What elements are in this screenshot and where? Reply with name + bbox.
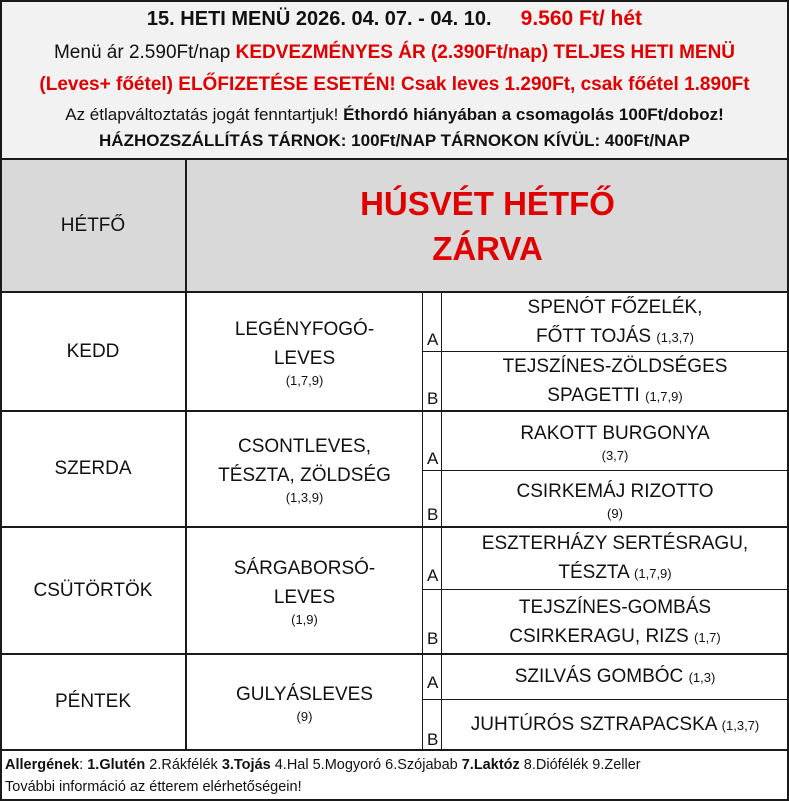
soup-name: GULYÁSLEVES [236, 683, 373, 705]
dish-allergens: (1,7,9) [645, 389, 683, 404]
soup-allergens: (1,9) [291, 611, 318, 627]
option-a-label: A [427, 330, 439, 349]
allergen-footer [0, 750, 789, 801]
daily-price: Menü ár 2.590Ft/nap [53, 42, 236, 63]
easter-monday-label: HÚSVÉT HÉTFŐ [360, 185, 615, 222]
main-a-friday [441, 654, 789, 700]
dish-name: SZILVÁS GOMBÓC [514, 666, 684, 687]
grid-line [441, 292, 442, 750]
soup-tuesday [186, 292, 423, 411]
header-title-line [0, 7, 789, 31]
packaging-notice: Éthordó hiányában a csomagolás 100Ft/doboz! [343, 105, 724, 124]
discount-price: KEDVEZMÉNYES ÁR (2.390Ft/nap) TELJES HETI MENÜ [235, 42, 736, 63]
grid-line [423, 699, 789, 700]
grid-line [0, 526, 789, 528]
allergen-1: Glutén [99, 757, 146, 773]
day-wednesday: SZERDA [54, 458, 132, 479]
soup-name: LEVES [273, 586, 336, 608]
subscription-line: (Leves+ főétel) ELŐFIZETÉSE ESETÉN! Csak leves 1.290Ft, csak főétel 1.890Ft [39, 74, 750, 95]
option-b-label: B [427, 730, 439, 749]
dish-allergens: (1,3) [688, 670, 716, 685]
main-a-thursday [441, 527, 789, 590]
dish-name: SPENÓT FŐZELÉK, [527, 296, 703, 318]
main-b-tuesday [441, 352, 789, 411]
allergen-2: 2.Rákfélék [145, 757, 222, 773]
info-text: További információ az étterem elérhetőségein! [5, 779, 302, 795]
grid-line [422, 292, 423, 750]
option-a-label: A [427, 566, 439, 585]
soup-allergens: (1,3,9) [285, 490, 324, 505]
dish-name: RAKOTT BURGONYA [520, 422, 710, 444]
allergen-8-9: 8.Diófélék 9.Zeller [519, 757, 641, 773]
allergen-7: 7.Laktóz [461, 757, 520, 773]
allergen-3: 3.Tojás [221, 757, 271, 773]
dish-name: TEJSZÍNES-GOMBÁS [518, 596, 712, 618]
main-a-tuesday [441, 292, 789, 352]
option-a-label: A [427, 449, 439, 468]
grid-line [0, 0, 789, 2]
soup-allergens: (1,7,9) [285, 372, 324, 388]
option-a-label: A [427, 673, 439, 692]
soup-wednesday [186, 411, 423, 527]
soup-name: CSONTLEVES, [237, 436, 372, 457]
day-thursday: CSÜTÖRTÖK [33, 579, 153, 601]
option-b-label: B [427, 629, 439, 648]
dish-name: CSIRKERAGU, RIZS [509, 625, 689, 647]
soup-name: TÉSZTA, ZÖLDSÉG [218, 465, 391, 486]
option-b-label: B [427, 505, 439, 524]
weekly-price: 9.560 Ft/ hét [520, 7, 643, 30]
day-tuesday: KEDD [66, 340, 120, 362]
soup-allergens: (9) [296, 708, 313, 724]
allergen-list: Allergének: 1.Glutén 2.Rákfélék 3.Tojás 4.Hal 5.Mogyoró 6.Szójabab 7.Laktóz 8.Diófélék 9.Zeller [5, 757, 641, 773]
grid-line [423, 351, 789, 352]
dish-allergens: (1,7) [694, 629, 721, 645]
dish-name: SPAGETTI [547, 385, 640, 406]
delivery-line: HÁZHOZSZÁLLÍTÁS TÁRNOK: 100Ft/NAP TÁRNOKON KÍVÜL: 400Ft/NAP [99, 131, 690, 150]
soup-friday [186, 654, 423, 750]
grid-line [0, 291, 789, 293]
main-b-wednesday [441, 471, 789, 527]
soup-thursday [186, 527, 423, 654]
dish-name: TÉSZTA [558, 562, 629, 583]
allergens-label: Allergének [5, 757, 80, 773]
week-title: 15. HETI MENÜ 2026. 04. 07. - 04. 10. [146, 8, 492, 30]
grid-line [0, 653, 789, 655]
change-notice: Az étlapváltoztatás jogát fenntartjuk! [65, 105, 344, 124]
soup-name: LEGÉNYFOGÓ- [234, 318, 375, 340]
day-monday: HÉTFŐ [60, 215, 126, 236]
dish-allergens: (3,7) [601, 447, 629, 463]
dish-allergens: (1,7,9) [634, 566, 672, 581]
main-b-thursday [441, 590, 789, 654]
dish-name: TEJSZÍNES-ZÖLDSÉGES [502, 356, 728, 377]
soup-name: SÁRGABORSÓ- [233, 557, 376, 579]
dish-allergens: (1,3,7) [721, 718, 760, 733]
grid-line [423, 589, 789, 590]
closed-label: ZÁRVA [432, 230, 543, 267]
main-a-wednesday [441, 411, 789, 471]
menu-header [0, 0, 789, 160]
day-friday: PÉNTEK [54, 691, 132, 712]
grid-line [423, 470, 789, 471]
price-line [0, 42, 789, 64]
dish-name: FŐTT TOJÁS [536, 325, 652, 347]
grid-line [0, 410, 789, 412]
dish-allergens: (1,3,7) [656, 329, 694, 345]
notice-line [0, 105, 789, 125]
grid-line [0, 0, 2, 801]
option-b-label: B [427, 389, 439, 408]
grid-line [185, 160, 187, 750]
closed-notice [186, 160, 789, 292]
main-b-friday [441, 700, 789, 750]
soup-name: LEVES [273, 347, 336, 369]
dish-name: ESZTERHÁZY SERTÉSRAGU, [481, 533, 749, 554]
allergen-1-number: 1. [87, 757, 100, 773]
allergen-4-6: 4.Hal 5.Mogyoró 6.Szójabab [270, 757, 462, 773]
dish-name: JUHTÚRÓS SZTRAPACSKA [470, 714, 717, 735]
dish-allergens: (9) [607, 505, 623, 521]
dish-name: CSIRKEMÁJ RIZOTTO [516, 480, 714, 502]
